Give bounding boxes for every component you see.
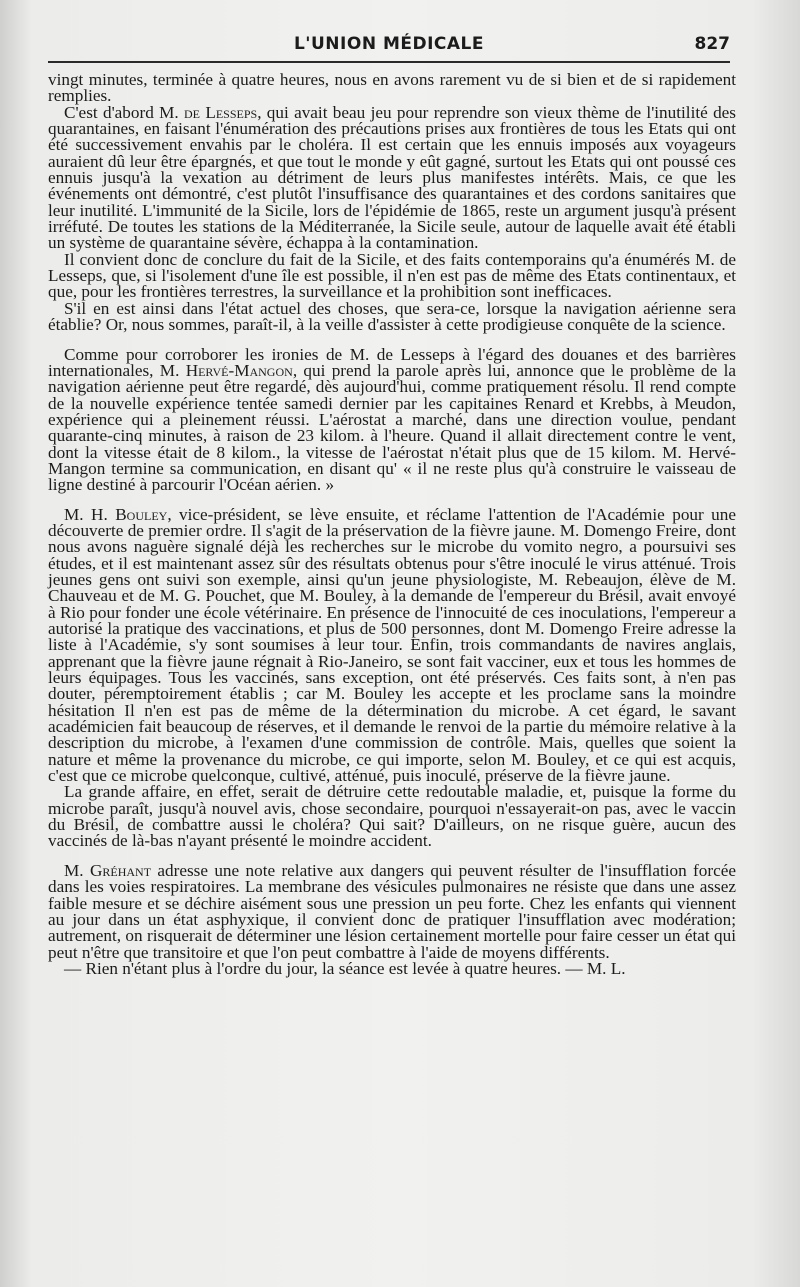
header-rule (48, 61, 730, 63)
paragraph-text: C'est d'abord M. (64, 102, 185, 122)
speaker-name: Bouley (115, 504, 168, 524)
paragraph-text: , vice-président, se lève ensuite, et réclame l'attention de l'Académie pour une découverte de premier ordre. Il s'agit de la préservation de la fièvre jaune. M. Domengo Freire, dont nous avons naguère signalé déjà les recherches sur le microbe du vomito negro, a poursuivi ses études, et il est maintenant assez sûr des résultats obtenus pour s'être inoculé le virus atténué. Trois jeunes gens ont suivi son exemple, ainsi qu'un jeune physiologiste, M. Rebeaujon, élève de M. Chauveau et de M. G. Pouchet, que M. Bouley, à la demande de l'empereur du Brésil, avait envoyé à Rio pour fonder une école vétérinaire. En présence de l'innocuité de ces inoculations, l'empereur a autorisé la pratique des vaccinations, et plus de 500 personnes, dont M. Domengo Freire adresse la liste à l'Académie, s'y sont soumises à leur tour. Enfin, trois commandants de navires anglais, apprenant que la fièvre jaune régnait à Rio-Janeiro, se sont fait vacciner, eux et tous les hommes de leurs équipages. Tous les vaccinés, sans exception, ont été préservés. Ces faits sont, à n'en pas douter, péremptoirement établis ; car M. Bouley les accepte et les proclame sans la moindre hésitation Il n'en est pas de même de la détermination du microbe. A cet égard, le savant académicien fait beaucoup de réserves, et il demande le renvoi de la partie du mémoire relative à la description du microbe, à l'examen d'une commission de contrôle. Mais, quelles que soient la nature et même la provenance du microbe, ce qui importe, selon M. Bouley, et ce qui est acquis, c'est que ce microbe quelconque, cultivé, atténué, puis inoculé, préserve de la fièvre jaune. (48, 504, 736, 786)
speaker-name: Gréhant (89, 860, 152, 880)
paragraph-text: Comme pour corroborer les ironies de M. de Lesseps à l'égard des douanes et des barrières internationales, M. (48, 344, 736, 380)
paragraph-yellow-fever-vaccine (48, 784, 736, 849)
paragraph-text: — Rien n'étant plus à l'ordre du jour, la séance est levée à quatre heures. — M. L. (64, 958, 626, 978)
page-number: 827 (694, 34, 730, 54)
paragraph-text: S'il en est ainsi dans l'état actuel des choses, que sera-ce, lorsque la navigation aérienne sera établie? Or, nous sommes, paraît-il, à la veille d'assister à cette prodigieuse conquête de la science. (48, 298, 736, 335)
paragraph-grehant (48, 860, 736, 962)
speaker-name: Hervé-Mangon (185, 360, 293, 380)
paragraph-herve-mangon (48, 344, 736, 495)
paragraph-text: , qui avait beau jeu pour reprendre son vieux thème de l'inutilité des quarantaines, en faisant l'énumération des précautions prises aux frontières de tous les Etats qui ont été successivement envahis par le choléra. Il est certain que les ennuis imposés aux voyageurs auraient dû leur être épargnés, et que tout le monde y eût gagné, surtout les Etats qui ont poussé ces ennuis jusqu'à la vexation au détriment de leurs plus manifestes intérêts. Mais, ce que les événements ont démontré, c'est plutôt l'insuffisance des quarantaines et des cordons sanitaires que leur inutilité. L'immunité de la Sicile, lors de l'épidémie de 1865, reste un argument jusqu'à présent irréfuté. De toutes les stations de la Méditerranée, la Sicile seule, autour de laquelle avait été établi un système de quarantaine sévère, échappa à la contamination. (48, 102, 736, 253)
page-header (48, 30, 730, 60)
paragraph-continuation (48, 72, 736, 105)
paragraph-lesseps (48, 102, 736, 253)
paragraph-text: Il convient donc de conclure du fait de la Sicile, et des faits contemporains qu'a énumérés M. de Lesseps, que, si l'isolement d'une île est possible, il n'en est pas de même des Etats continentaux, et que, pour les frontières terrestres, la surveillance et la prohibition sont inefficaces. (48, 249, 736, 302)
paragraph-text: La grande affaire, en effet, serait de détruire cette redoutable maladie, et, puisque la forme du microbe paraît, jusqu'à nouvel avis, chose secondaire, pourquoi n'essayerait-on pas, avec le vaccin du Brésil, de combattre aussi le choléra? Qui sait? D'ailleurs, on ne risque guère, aucun des vaccinés de là-bas n'ayant présenté le moindre accident. (48, 782, 736, 851)
paragraph-aerial-navigation (48, 298, 736, 335)
running-title: L'UNION MÉDICALE (293, 34, 485, 54)
paragraph-bouley (48, 504, 736, 786)
article-body (48, 72, 736, 977)
paragraph-sicily-conclusion (48, 249, 736, 302)
paragraph-text: vingt minutes, terminée à quatre heures, nous en avons rarement vu de si bien et de si rapidement remplies. (48, 70, 736, 106)
speaker-name: de Lesseps (184, 102, 258, 122)
paragraph-closing (48, 958, 736, 978)
paragraph-text: M. (64, 860, 90, 880)
paragraph-text: M. H. (64, 504, 116, 524)
paragraph-text: adresse une note relative aux dangers qui peuvent résulter de l'insufflation forcée dans les voies respiratoires. La membrane des vésicules pulmonaires ne résiste que dans une assez faible mesure et se déchire aisément sous une pression un peu forte. Chez les enfants qui viennent au jour dans un état asphyxique, il convient donc de pratiquer l'insufflation avec modération; autrement, on risquerait de déterminer une lésion certainement mortelle pour faire cesser un état qui peut n'être que transitoire et que l'on peut combattre à l'aide de moyens différents. (48, 860, 736, 962)
paragraph-text: , qui prend la parole après lui, annonce que le problème de la navigation aérienne peut être regardé, dès aujourd'hui, comme pratiquement résolu. Il rend compte de la nouvelle expérience tentée samedi dernier par les capitaines Renard et Krebbs, à Meudon, expérience qui a pleinement réussi. L'aérostat a marché, dans une direction voulue, pendant quarante-cinq minutes, à raison de 23 kilom. à l'heure. Quand il allait directement contre le vent, dont la vitesse était de 8 kilom., la vitesse de l'aérostat n'était plus que de 15 kilom. M. Hervé-Mangon termine sa communication, en disant qu' « il ne reste plus qu'à construire le vaisseau de ligne destiné à parcourir l'Océan aérien. » (48, 360, 736, 495)
